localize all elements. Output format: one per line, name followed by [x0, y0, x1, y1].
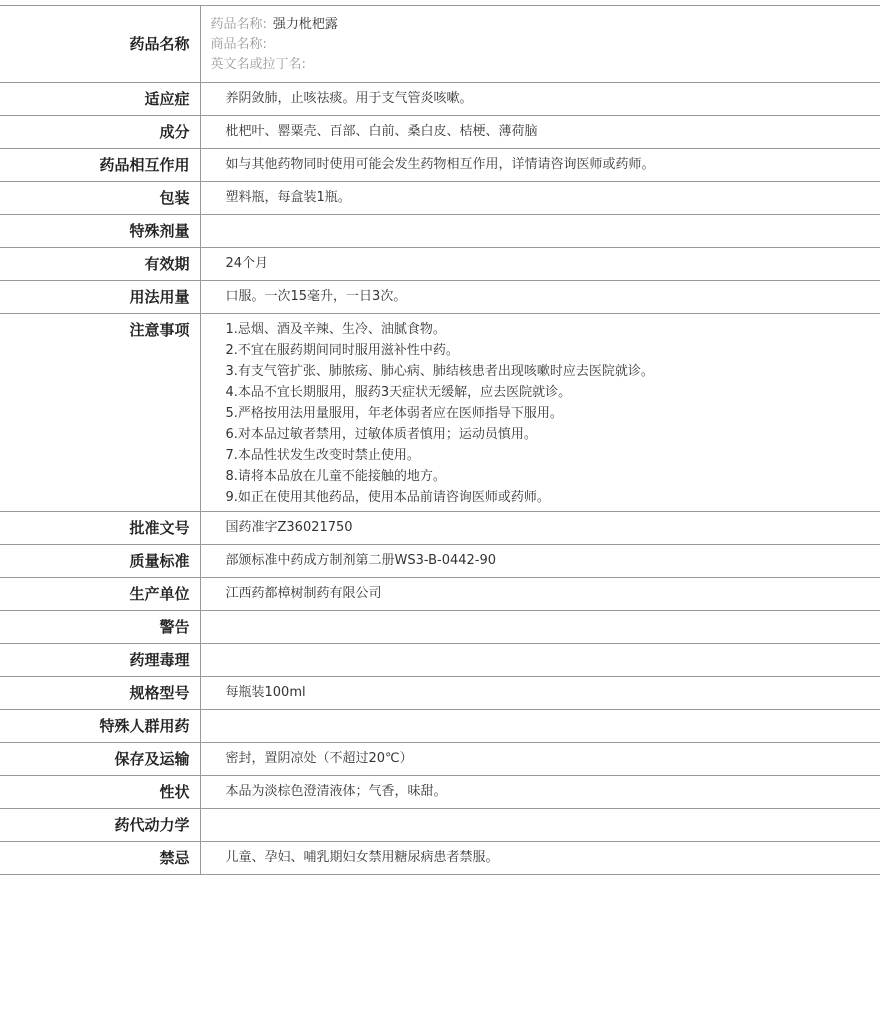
row-value: 24个月 — [200, 248, 880, 281]
name-values — [200, 6, 880, 83]
row-label: 有效期 — [0, 248, 200, 281]
row-label: 注意事项 — [0, 314, 200, 512]
row-label: 批准文号 — [0, 512, 200, 545]
row-value: 每瓶装100ml — [200, 677, 880, 710]
row-approval-number — [0, 512, 880, 545]
list-item: 9.如正在使用其他药品，使用本品前请咨询医师或药师。 — [225, 490, 550, 505]
row-interactions — [0, 149, 880, 182]
row-pharmacology — [0, 644, 880, 677]
row-label: 药代动力学 — [0, 809, 200, 842]
row-label: 生产单位 — [0, 578, 200, 611]
row-label: 规格型号 — [0, 677, 200, 710]
drug-name-key: 药品名称: — [210, 17, 267, 32]
row-value: 口服。一次15毫升，一日3次。 — [200, 281, 880, 314]
row-value: 如与其他药物同时使用可能会发生药物相互作用，详情请咨询医师或药师。 — [200, 149, 880, 182]
row-label: 警告 — [0, 611, 200, 644]
row-value — [200, 611, 880, 644]
list-item: 1.忌烟、酒及辛辣、生冷、油腻食物。 — [225, 322, 446, 337]
row-label: 用法用量 — [0, 281, 200, 314]
row-label: 包装 — [0, 182, 200, 215]
drug-spec-table — [0, 5, 880, 875]
list-item: 8.请将本品放在儿童不能接触的地方。 — [225, 469, 446, 484]
row-quality-standard — [0, 545, 880, 578]
row-value: 密封，置阴凉处（不超过20℃） — [200, 743, 880, 776]
row-label: 性状 — [0, 776, 200, 809]
row-specification — [0, 677, 880, 710]
row-value — [200, 710, 880, 743]
list-item: 3.有支气管扩张、肺脓疡、肺心病、肺结核患者出现咳嗽时应去医院就诊。 — [225, 364, 654, 379]
row-label: 保存及运输 — [0, 743, 200, 776]
row-value — [200, 215, 880, 248]
row-storage — [0, 743, 880, 776]
row-label: 成分 — [0, 116, 200, 149]
row-value: 枇杷叶、罂粟壳、百部、白前、桑白皮、桔梗、薄荷脑 — [200, 116, 880, 149]
row-value: 养阴敛肺，止咳祛痰。用于支气管炎咳嗽。 — [200, 83, 880, 116]
list-item: 7.本品性状发生改变时禁止使用。 — [225, 448, 420, 463]
row-contraindications — [0, 842, 880, 875]
row-manufacturer — [0, 578, 880, 611]
list-item: 6.对本品过敏者禁用，过敏体质者慎用；运动员慎用。 — [225, 427, 537, 442]
row-indications — [0, 83, 880, 116]
row-precautions — [0, 314, 880, 512]
row-label: 特殊人群用药 — [0, 710, 200, 743]
row-label: 特殊剂量 — [0, 215, 200, 248]
row-usage — [0, 281, 880, 314]
latin-name-line — [211, 55, 880, 75]
drug-name-line — [211, 15, 880, 35]
list-item: 5.严格按用法用量服用，年老体弱者应在医师指导下服用。 — [225, 406, 563, 421]
row-label: 药品相互作用 — [0, 149, 200, 182]
row-drug-name — [0, 6, 880, 83]
row-value — [200, 644, 880, 677]
row-value: 国药准字Z36021750 — [200, 512, 880, 545]
list-item: 4.本品不宜长期服用，服药3天症状无缓解，应去医院就诊。 — [225, 385, 572, 400]
row-warning — [0, 611, 880, 644]
row-value: 部颁标准中药成方制剂第二册WS3-B-0442-90 — [200, 545, 880, 578]
precautions-list — [200, 314, 880, 512]
trade-name-line — [211, 35, 880, 55]
row-special-dosage — [0, 215, 880, 248]
list-item: 2.不宜在服药期间同时服用滋补性中药。 — [225, 343, 459, 358]
row-special-populations — [0, 710, 880, 743]
row-label: 药理毒理 — [0, 644, 200, 677]
row-value: 本品为淡棕色澄清液体；气香，味甜。 — [200, 776, 880, 809]
row-label: 禁忌 — [0, 842, 200, 875]
row-label: 适应症 — [0, 83, 200, 116]
row-shelf-life — [0, 248, 880, 281]
row-pharmacokinetics — [0, 809, 880, 842]
row-ingredients — [0, 116, 880, 149]
row-label: 药品名称 — [0, 6, 200, 83]
row-packaging — [0, 182, 880, 215]
row-value — [200, 809, 880, 842]
row-value: 塑料瓶，每盒装1瓶。 — [200, 182, 880, 215]
latin-name-key: 英文名或拉丁名: — [210, 57, 306, 72]
trade-name-key: 商品名称: — [210, 37, 267, 52]
row-label: 质量标准 — [0, 545, 200, 578]
row-value: 江西药都樟树制药有限公司 — [200, 578, 880, 611]
drug-name-value: 强力枇杷露 — [272, 17, 338, 32]
row-appearance — [0, 776, 880, 809]
row-value: 儿童、孕妇、哺乳期妇女禁用糖尿病患者禁服。 — [200, 842, 880, 875]
